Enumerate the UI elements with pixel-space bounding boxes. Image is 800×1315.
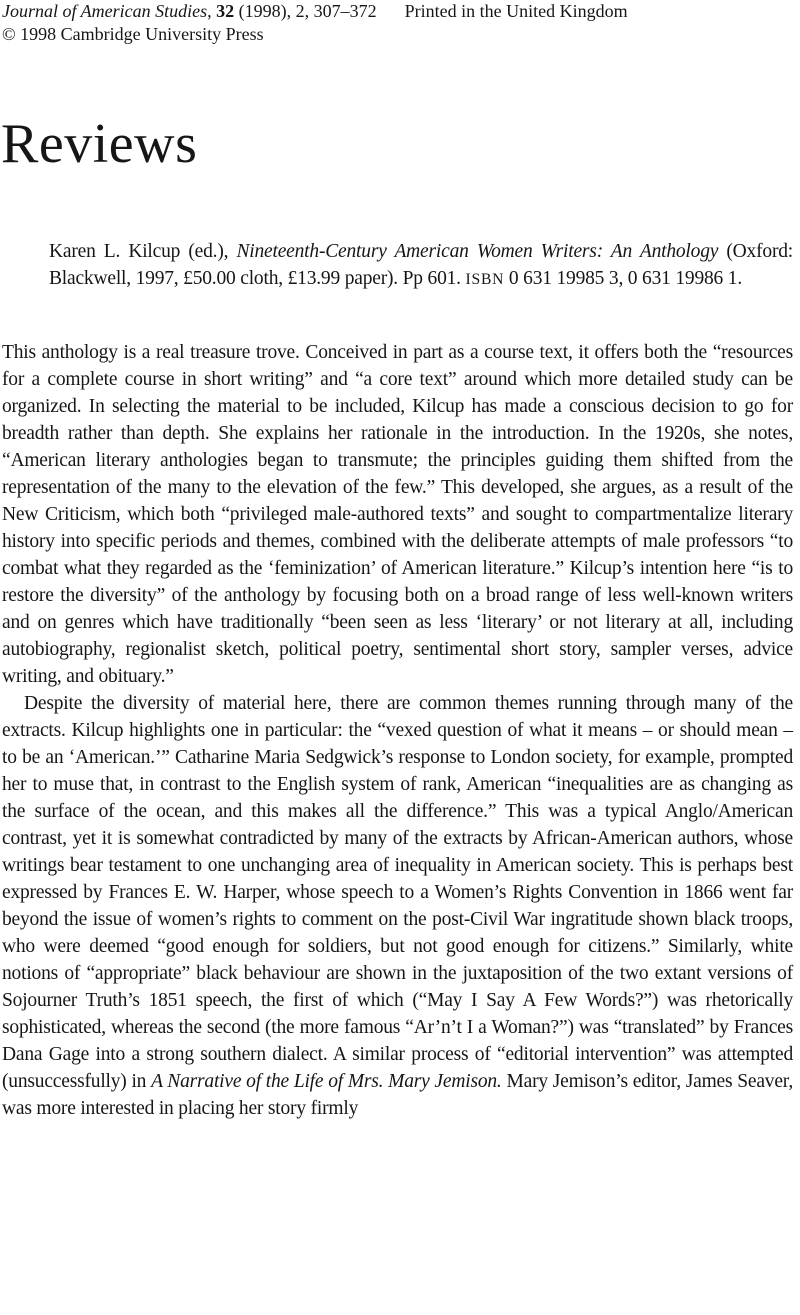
book-citation xyxy=(49,238,793,293)
review-paragraph-1: This anthology is a real treasure trove. Conceived in part as a course text, it offers both the “resources for a complete course in short writing” and “a core text” around which more detailed study can be organized. In selecting the material to be included, Kilcup has made a conscious decision to go for breadth rather than depth. She explains her rationale in the introduction. In the 1920s, she notes, “American literary anthologies began to transmute; the principles guiding them shifted from the representation of the many to the elevation of the few.” This developed, she argues, as a result of the New Criticism, which both “privileged male-authored texts” and sought to compartmentalize literary history into specific periods and themes, combined with the deliberate attempts of male professors “to combat what they regarded as the ‘feminization’ of American literature.” Kilcup’s intention here “is to restore the diversity” of the anthology by focusing both on a broad range of less well-known writers and on genres which have traditionally “been seen as less ‘literary’ or not literary at all, including autobiography, regionalist sketch, political poetry, sentimental short story, sampler verses, advice writing, and obituary.” xyxy=(2,342,793,687)
review-paragraph-2-text-a: Despite the diversity of material here, there are common themes running through many of the extracts. Kilcup highlights one in particular: the “vexed question of what it means – or should mean – to be an ‘American.’” Catharine Maria Sedgwick’s response to London society, for example, prompted her to muse that, in contrast to the English system of rank, American “inequalities are as changing as the surface of the ocean, and this makes all the difference.” This was a typical Anglo/American contrast, yet it is somewhat contradicted by many of the extracts by African-American authors, whose writings bear testament to one unchanging area of inequality in American society. This is perhaps best expressed by Frances E. W. Harper, whose speech to a Women’s Rights Convention in 1866 went far beyond the issue of women’s rights to comment on the post-Civil War ingratitude shown black troops, who were deemed “good enough for soldiers, but not good enough for citizens.” Similarly, white notions of “appropriate” black behaviour are shown in the juxtaposition of the two extant versions of Sojourner Truth’s 1851 speech, the first of which (“May I Say A Few Words?”) was rhetorically sophisticated, whereas the second (the more famous “Ar’n’t I a Woman?”) was “translated” by Frances Dana Gage into a strong southern dialect. A similar process of “editorial intervention” was attempted (unsuccessfully) in xyxy=(2,693,793,1092)
isbn-label: ISBN xyxy=(465,271,505,288)
journal-title-separator: , xyxy=(207,1,217,21)
journal-masthead xyxy=(2,0,793,46)
review-paragraph-2 xyxy=(2,690,793,1122)
reviewed-work-title: A Narrative of the Life of Mrs. Mary Jemison. xyxy=(151,1071,502,1092)
journal-volume: 32 xyxy=(216,1,235,21)
citation-editor: Karen L. Kilcup (ed.), xyxy=(49,241,237,262)
isbn-numbers: 0 631 19985 3, 0 631 19986 1. xyxy=(504,268,743,289)
journal-title: Journal of American Studies xyxy=(2,1,208,21)
book-title: Nineteenth-Century American Women Writers: An Anthology xyxy=(236,241,719,262)
copyright-line: © 1998 Cambridge University Press xyxy=(2,24,264,44)
review-paragraph-2-text-b: Mary Jemison’s editor, James Seaver, was more interested in placing her story firmly xyxy=(2,1071,793,1119)
printed-in-notice: Printed in the United Kingdom xyxy=(404,1,628,21)
review-text xyxy=(2,339,793,1122)
journal-reference xyxy=(2,0,377,23)
journal-issue-pages: (1998), 2, 307–372 xyxy=(234,1,377,21)
page-title: Reviews xyxy=(1,113,198,175)
journal-citation-line xyxy=(2,0,793,23)
citation-publication-details: (Oxford: Blackwell, 1997, £50.00 cloth, £13.99 paper). Pp 601. xyxy=(49,241,794,289)
